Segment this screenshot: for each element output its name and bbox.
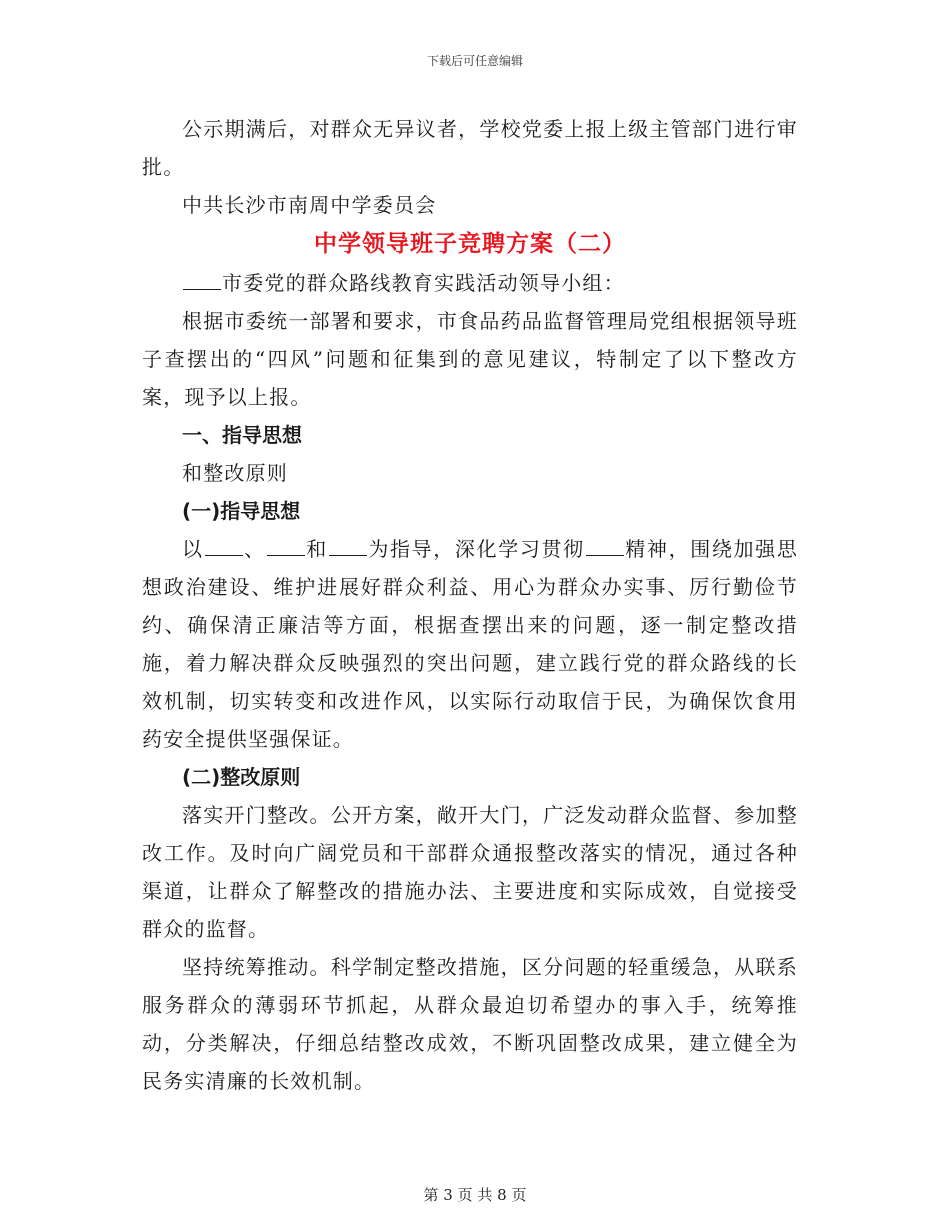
text-seg-d: 为指导，深化学习贯彻	[367, 537, 585, 561]
subsection-heading-2: (二)整改原则	[182, 765, 301, 789]
paragraph-intro: 根据市委统一部署和要求，市食品药品监督管理局党组根据领导班子查摆出的“四风”问题和征集到的意见建议，特制定了以下整改方案，现予以上报。	[142, 309, 798, 409]
fill-blank	[586, 535, 624, 556]
fill-blank	[183, 269, 221, 290]
page-header: 下载后可任意编辑	[426, 54, 523, 68]
paragraph-open-rectification: 落实开门整改。公开方案，敞开大门，广泛发动群众监督、参加整改工作。及时向广阔党员和干部群众通报整改落实的情况，通过各种渠道，让群众了解整改的措施办法、主要进度和实际成效，自觉接受群众的监督。	[142, 803, 798, 941]
page-footer: 第 3 页 共 8 页	[423, 1186, 527, 1204]
paragraph-approval: 公示期满后，对群众无异议者，学校党委上报上级主管部门进行审批。	[142, 117, 798, 179]
subsection-heading-1: (一)指导思想	[182, 499, 301, 523]
paragraph-addressee	[142, 264, 798, 302]
fill-blank	[205, 535, 243, 556]
addressee-text: 市委党的群众路线教育实践活动领导小组：	[222, 271, 625, 295]
paragraph-principle: 和整改原则	[182, 461, 288, 485]
paragraph-coordinated-promotion: 坚持统筹推动。科学制定整改措施，区分问题的轻重缓急，从联系服务群众的薄弱环节抓起，从群众最迫切希望办的事入手，统筹推动，分类解决，仔细总结整改成效，不断巩固整改成果，建立健全为民务实清廉的长效机制。	[142, 955, 798, 1093]
paragraph-guiding-thought	[142, 530, 798, 758]
paragraph-signature: 中共长沙市南周中学委员会	[182, 193, 437, 217]
text-seg-a: 以	[182, 537, 204, 561]
section-heading-1: 一、指导思想	[182, 423, 302, 447]
document-body	[142, 110, 798, 1100]
fill-blank	[329, 535, 367, 556]
text-seg-b: 、	[243, 537, 266, 561]
text-seg-c: 和	[305, 537, 328, 561]
fill-blank	[267, 535, 305, 556]
document-title: 中学领导班子竞聘方案（二）	[314, 230, 626, 257]
text-seg-e: 精神，围绕加强思想政治建设、维护进展好群众利益、用心为群众办实事、厉行勤俭节约、确保清正廉洁等方面，根据查摆出来的问题，逐一制定整改措施，着力解决群众反映强烈的突出问题，建立践行党的群众路线的长效机制，切实转变和改进作风，以实际行动取信于民，为确保饮食用药安全提供坚强保证。	[142, 537, 799, 751]
